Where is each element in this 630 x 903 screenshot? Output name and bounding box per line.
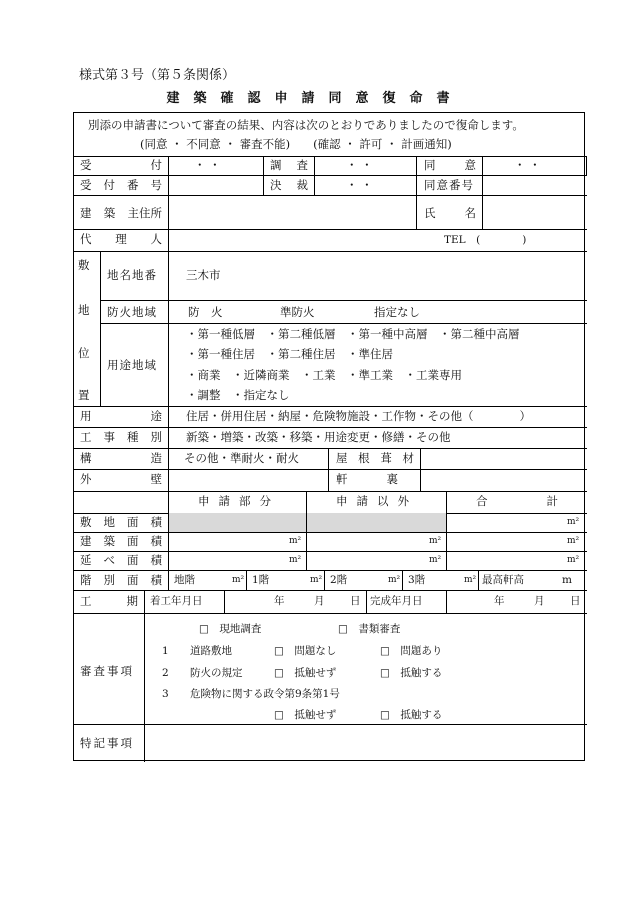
kouzou-value[interactable]: その他・準耐火・耐火 (184, 451, 299, 465)
review-item1-label: 道路敷地 (190, 645, 232, 657)
label-bouka: 防火地域 (107, 305, 157, 319)
bouka-option-1[interactable]: 防 火 (188, 305, 223, 319)
kouki-end-year: 年 (494, 595, 505, 607)
review-item1-b[interactable]: □ 問題あり (380, 645, 443, 657)
label-youto-chiiki: 用途地域 (107, 358, 157, 372)
review-item3-label: 危険物に関する政令第9条第1号 (190, 688, 340, 700)
label-youto: 用 途 (80, 409, 162, 423)
kouji-value[interactable]: 新築・増築・改築・移築・用途変更・修繕・その他 (186, 430, 451, 444)
review-item2-label: 防火の規定 (190, 667, 243, 679)
unit-igai-3: m² (429, 555, 442, 565)
gray-cell-2 (307, 513, 447, 533)
unit-floor-1: m² (232, 575, 245, 585)
label-dairinin: 代 理 人 (80, 232, 162, 246)
label-kenchiku-shu: 建 築 主住所 (80, 206, 162, 220)
label-shimei: 氏 名 (424, 206, 476, 220)
youto-line-1[interactable]: ・第一種低層 ・第二種低層 ・第一種中高層 ・第二種中高層 (186, 327, 520, 341)
label-kessai: 決 裁 (270, 178, 308, 192)
site-side-label-2: 地 (78, 303, 90, 317)
label-kouji: 工 事 種 別 (80, 430, 162, 444)
label-nobe-menseki: 延 べ 面 積 (80, 553, 162, 567)
review-item3-b[interactable]: □ 抵触する (380, 709, 443, 721)
kouki-end-month: 月 (534, 595, 545, 607)
unit-goukei-1: m² (567, 517, 580, 527)
unit-shinsei-3: m² (289, 555, 302, 565)
floor-chikai: 地階 (174, 574, 195, 586)
intro-line-1: 別添の申請書について審査の結果、内容は次のとおりでありましたので復命します。 (88, 118, 524, 132)
form-number: 様式第３号（第５条関係） (79, 68, 236, 83)
label-uketsuke: 受 付 (80, 158, 162, 172)
label-doi-bango: 同意番号 (424, 178, 474, 192)
label-nokiura: 軒 裏 (336, 472, 398, 486)
label-chimei: 地名地番 (107, 268, 157, 282)
unit-goukei-3: m² (567, 555, 580, 565)
review-item2-no: 2 (162, 667, 169, 679)
document-title: 建築確認申請同意復命書 (166, 91, 464, 106)
review-item2-a[interactable]: □ 抵触せず (274, 667, 337, 679)
review-shorui[interactable]: □ 書類審査 (338, 623, 401, 635)
youto-line-3[interactable]: ・商業 ・近隣商業 ・工業 ・準工業 ・工業専用 (186, 368, 462, 382)
review-item1-a[interactable]: □ 問題なし (274, 645, 337, 657)
dairinin-tel[interactable]: TEL ( ) (444, 234, 527, 246)
label-yane: 屋 根 葺 材 (336, 451, 414, 465)
youto-value[interactable]: 住居・併用住居・納屋・危険物施設・工作物・その他（ ） (186, 409, 531, 423)
label-tokki: 特記事項 (80, 736, 134, 750)
review-item3-no: 3 (162, 688, 169, 700)
unit-goukei-2: m² (567, 536, 580, 546)
review-item1-no: 1 (162, 645, 169, 657)
site-side-label-4: 置 (78, 388, 90, 402)
review-item3-a[interactable]: □ 抵触せず (274, 709, 337, 721)
label-chosa: 調 査 (270, 158, 308, 172)
kouki-start-year: 年 (274, 595, 285, 607)
unit-shinsei-2: m² (289, 536, 302, 546)
intro-line-2: (同意 ・ 不同意 ・ 審査不能) (確認 ・ 許可 ・ 計画通知) (140, 137, 452, 151)
label-kouki: 工 期 (80, 594, 138, 608)
label-kouzou: 構 造 (80, 451, 162, 465)
youto-line-4[interactable]: ・調整 ・指定なし (186, 388, 290, 402)
unit-saikou: m (562, 574, 572, 586)
unit-igai-2: m² (429, 536, 442, 546)
label-kaibetsu: 階 別 面 積 (80, 573, 162, 587)
bouka-option-3[interactable]: 指定なし (374, 305, 420, 319)
floor-1: 1階 (252, 574, 270, 586)
label-kenchiku-menseki: 建 築 面 積 (80, 534, 162, 548)
review-item2-b[interactable]: □ 抵触する (380, 667, 443, 679)
site-side-label-1: 敷 (78, 258, 90, 272)
label-kansei: 完成年月日 (370, 595, 423, 607)
label-doi: 同 意 (424, 158, 476, 172)
label-gaiheki: 外 壁 (80, 472, 162, 486)
uketsuke-date[interactable]: ・ ・ (194, 158, 221, 172)
label-uketsuke-bango: 受 付 番 号 (80, 178, 162, 192)
doi-date[interactable]: ・ ・ (514, 158, 541, 172)
site-side-label-3: 位 (78, 346, 90, 360)
col-igai: 申請以外 (336, 494, 418, 508)
unit-floor-4: m² (464, 575, 477, 585)
kessai-date[interactable]: ・ ・ (346, 178, 373, 192)
label-saikou: 最高軒高 (482, 574, 524, 586)
unit-floor-2: m² (310, 575, 323, 585)
kouki-start-month: 月 (314, 595, 325, 607)
kouki-end-day: 日 (570, 595, 581, 607)
label-shinsa: 審査事項 (80, 664, 134, 678)
bouka-option-2[interactable]: 準防火 (280, 305, 315, 319)
chimei-value[interactable]: 三木市 (186, 268, 221, 282)
label-shikichi-menseki: 敷 地 面 積 (80, 515, 162, 529)
youto-line-2[interactable]: ・第一種住居 ・第二種住居 ・準住居 (186, 347, 393, 361)
col-goukei: 合 計 (476, 494, 558, 508)
gray-cell-1 (168, 513, 307, 533)
label-chakkou: 着工年月日 (150, 595, 203, 607)
floor-3: 3階 (408, 574, 426, 586)
unit-floor-3: m² (388, 575, 401, 585)
col-shinsei: 申請部分 (198, 494, 280, 508)
review-genchi[interactable]: □ 現地調査 (199, 623, 262, 635)
form-table (73, 112, 585, 761)
chosa-date[interactable]: ・ ・ (346, 158, 373, 172)
kouki-start-day: 日 (350, 595, 361, 607)
floor-2: 2階 (330, 574, 348, 586)
